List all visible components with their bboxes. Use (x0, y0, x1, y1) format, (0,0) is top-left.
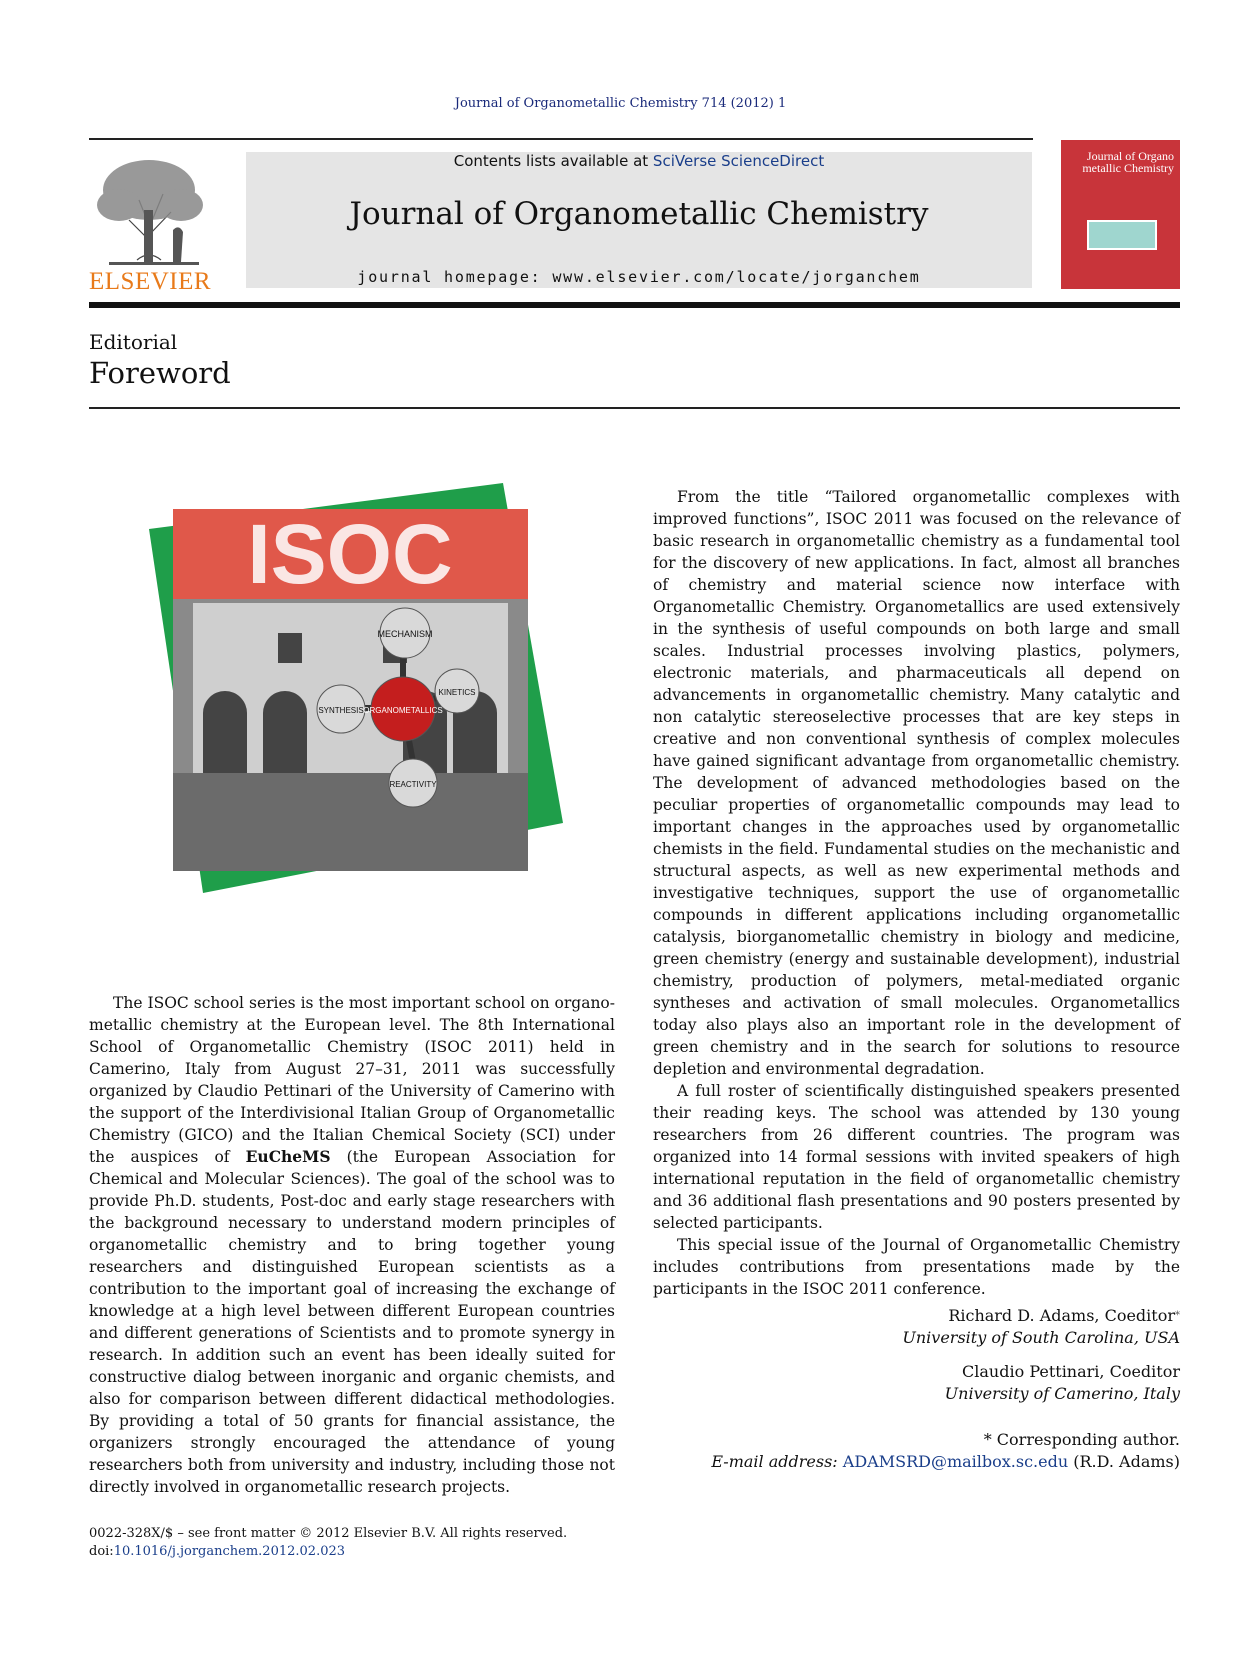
title-rule (89, 407, 1180, 409)
paragraph-1: The ISOC school series is the most important school on organo-metallic chemistry at the European level. The 8th International School of Organometallic Chemistry (ISOC 2011) held in Camerino, Italy from August 27–31, 2011 was successfully organized by Claudio Pettinari of the University of Camerino with the support of the Interdivisional Italian Group of Organometallic Chemistry (GICO) and the Italian Chemical Society (SCI) under the auspices of EuCheMS (the European Association for Chemical and Molecular Sciences). The goal of the school was to provide Ph.D. students, Post-doc and early stage researchers with the background necessary to understand modern principles of organometallic chemistry and to bring together young researchers and distinguished European scientists as a contribution to the important goal of increasing the exchange of knowledge at a high level between different European countries and different generations of Scientists and to promote synergy in research. In addition such an event has been ideally suited for constructive dialog between inorganic and organic chemists, and also for comparison between different didactical methodologies. By providing a total of 50 grants for financial assistance, the organizers strongly encouraged the attendance of young researchers both from university and industry, including those not directly involved in organometallic research projects. (89, 994, 615, 1496)
doi-link[interactable]: 10.1016/j.jorganchem.2012.02.023 (113, 1544, 346, 1559)
corresponding-note: * Corresponding author. (983, 1430, 1180, 1449)
author-2: Claudio Pettinari, Coeditor (962, 1362, 1180, 1381)
corresponding-mark[interactable]: * (1175, 1310, 1180, 1321)
eucheMS-bold: EuCheMS (245, 1147, 331, 1166)
footer (89, 1525, 567, 1561)
svg-text:REACTIVITY: REACTIVITY (389, 780, 437, 789)
author-1: Richard D. Adams, Coeditor* (948, 1306, 1180, 1325)
figure-ground (173, 773, 528, 871)
affiliation-1: University of South Carolina, USA (902, 1328, 1180, 1347)
elsevier-wordmark: ELSEVIER (89, 268, 212, 295)
journal-name: Journal of Organometallic Chemistry (349, 196, 929, 232)
doi-line: doi:10.1016/j.jorganchem.2012.02.023 (89, 1544, 346, 1559)
affiliation-2: University of Camerino, Italy (944, 1384, 1180, 1403)
email-link[interactable]: ADAMSRD@mailbox.sc.edu (842, 1452, 1069, 1471)
header-rule (89, 138, 1033, 140)
rights-line: 0022-328X/$ – see front matter © 2012 Elsevier B.V. All rights reserved. (89, 1526, 568, 1541)
section-label: Editorial (89, 330, 178, 354)
journal-homepage[interactable]: journal homepage: www.elsevier.com/locate/jorganchem (357, 268, 921, 286)
article-title: Foreword (89, 356, 231, 390)
contents-line (246, 152, 1032, 170)
isoc-figure (143, 483, 563, 893)
contents-prefix: Contents lists available at (453, 152, 653, 170)
svg-text:ORGANOMETALLICS: ORGANOMETALLICS (363, 706, 443, 715)
right-column-text (653, 486, 1180, 1300)
cover-title: Journal of Organo metallic Chemistry (1082, 149, 1174, 175)
signatures (653, 1305, 1180, 1473)
paragraph-3: A full roster of scientifically distinguished speakers presented their reading keys. The school was attended by 130 young researchers from 26 different countries. The program was organized into 14 formal sessions with invited speakers of high international reputation in the field of organometallic chemistry and 36 additional flash presentations and 90 posters presented by selected participants. (653, 1082, 1180, 1232)
journal-citation[interactable]: Journal of Organometallic Chemistry 714 (2012) 1 (454, 96, 787, 111)
left-column-text (89, 992, 615, 1498)
masthead-rule (89, 302, 1180, 308)
journal-cover-thumbnail[interactable] (1061, 140, 1180, 289)
figure-banner-text: ISOC (247, 507, 453, 601)
svg-text:MECHANISM: MECHANISM (377, 629, 433, 639)
svg-text:KINETICS: KINETICS (438, 688, 476, 697)
sciencedirect-link[interactable]: SciVerse ScienceDirect (652, 152, 825, 170)
paragraph-4: This special issue of the Journal of Organometallic Chemistry includes contributions from presentations made by the participants in the ISOC 2011 conference. (653, 1236, 1180, 1298)
cover-art (1087, 220, 1157, 250)
paragraph-2: From the title “Tailored organometallic complexes with improved functions”, ISOC 2011 was focused on the relevance of basic research in organometallic chemistry as a fundamental tool for the discovery of new applications. In fact, almost all branches of chemistry and material science now interface with Organometallic Chemistry. Organometallics are used extensively in the synthesis of useful compounds on both large and small scales. Industrial processes involving plastics, polymers, electronic materials, and pharmaceuticals all depend on advancements in organometallic chemistry. Many catalytic and non catalytic stereoselective processes that are key steps in creative and non conventional synthesis of complex molecules have gained significant advantage from organometallic chemistry. The development of advanced methodologies based on the peculiar properties of organometallic compounds may lead to important changes in the approaches used by organometallic chemists in the field. Fundamental studies on the mechanistic and structural aspects, as well as new experimental methods and investigative techniques, support the use of organometallic compounds in different applications including organometallic catalysis, biorganometallic chemistry in biology and medicine, green chemistry (energy and sustainable development), industrial chemistry, production of polymers, metal-mediated organic syntheses and activation of small molecules. Organometallics today also plays also an important role in the development of green chemistry and in the search for solutions to resource depletion and environmental degradation. (653, 488, 1180, 1078)
svg-text:SYNTHESIS: SYNTHESIS (318, 706, 364, 715)
email-line: E-mail address: ADAMSRD@mailbox.sc.edu (R.D. Adams) (711, 1452, 1180, 1471)
